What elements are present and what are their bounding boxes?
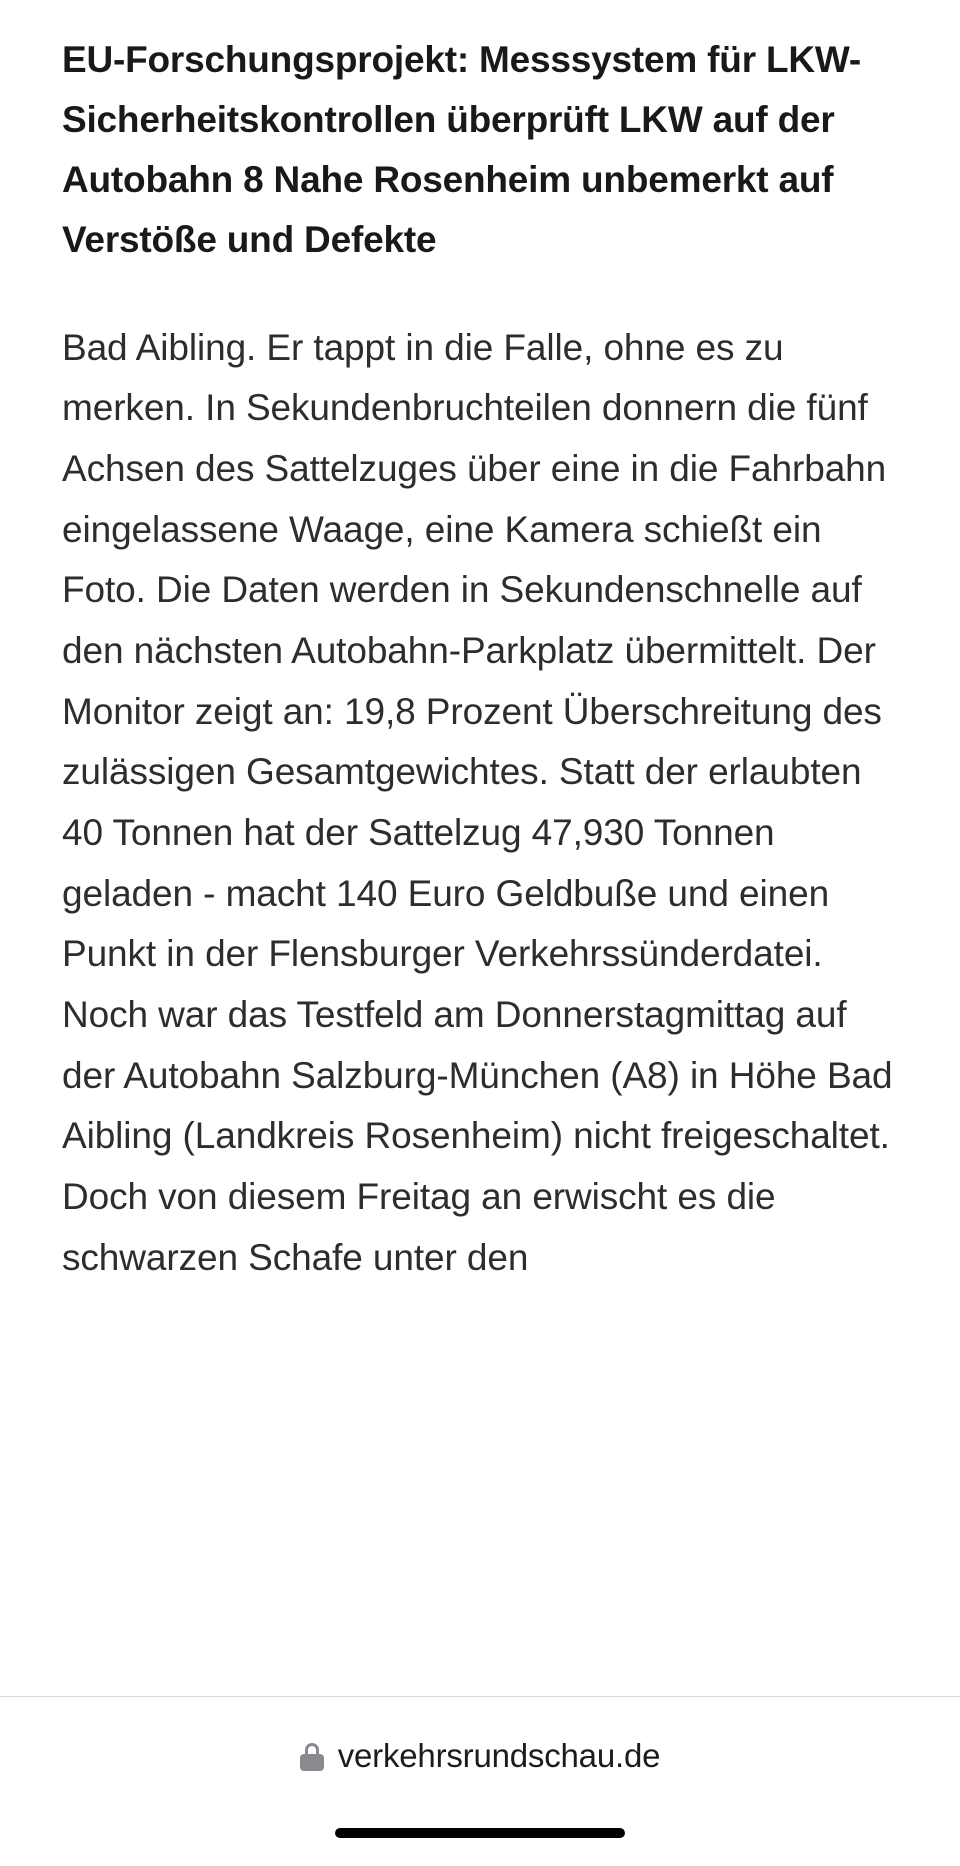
article-body-text: Bad Aibling. Er tappt in die Falle, ohne es zu merken. In Sekundenbruchteilen donnern die fünf Achsen des Sattelzuges über eine in die Fahrbahn eingelassene Waage, eine Kamera schießt ein Foto. Die Daten werden in Sekundenschnelle auf den nächsten Autobahn-Parkplatz übermittelt. Der Monitor zeigt an: 19,8 Prozent Überschreitung des zulässigen Gesamtgewichtes. Statt der erlaubten 40 Tonnen hat der Sattelzug 47,930 Tonnen geladen - macht 140 Euro Geldbuße und einen Punkt in der Flensburger Verkehrssünderdatei. Noch war das Testfeld am Donnerstagmittag auf der Autobahn Salzburg-München (A8) in Höhe Bad Aibling (Landkreis Rosenheim) nicht freigeschaltet. Doch von diesem Freitag an erwischt es die schwarzen Schafe unter den [62, 326, 893, 1278]
site-domain-label[interactable]: verkehrsrundschau.de [337, 1736, 661, 1774]
article-headline: EU-Forschungsprojekt: Messsystem für LKW-Sicherheitskontrollen überprüft LKW auf der Autobahn 8 Nahe Rosenheim unbemerkt auf Verstöße und Defekte [62, 39, 862, 260]
lock-icon [300, 1743, 324, 1771]
home-indicator-area [0, 1814, 960, 1866]
home-indicator[interactable] [335, 1828, 625, 1838]
browser-bottom-bar[interactable] [0, 1696, 960, 1814]
